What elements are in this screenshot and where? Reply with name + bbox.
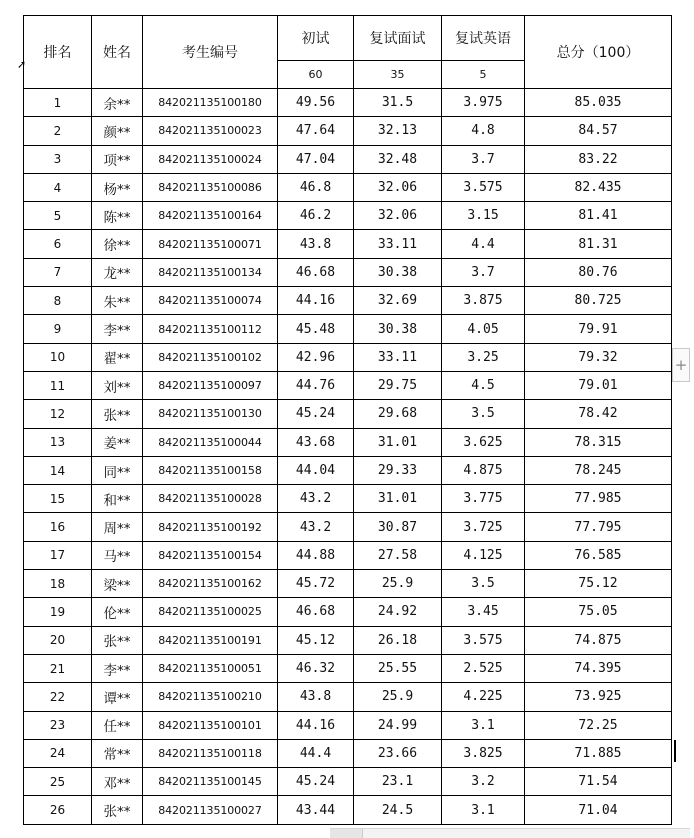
cell-english[interactable]: 3.875	[442, 287, 525, 315]
cell-name[interactable]: 常**	[92, 739, 143, 767]
table-row	[24, 173, 672, 201]
cell-english[interactable]: 3.15	[442, 202, 525, 230]
cell-rank[interactable]: 7	[24, 258, 92, 286]
cell-prelim[interactable]: 46.2	[278, 202, 354, 230]
cell-prelim[interactable]: 44.16	[278, 711, 354, 739]
cell-prelim[interactable]: 43.8	[278, 683, 354, 711]
cell-interview[interactable]: 31.01	[354, 428, 442, 456]
table-row	[24, 117, 672, 145]
table-row	[24, 315, 672, 343]
table-row	[24, 145, 672, 173]
cell-rank[interactable]: 25	[24, 768, 92, 796]
cell-english[interactable]: 4.225	[442, 683, 525, 711]
table-body	[24, 89, 672, 825]
cell-prelim[interactable]: 45.48	[278, 315, 354, 343]
cell-prelim[interactable]: 46.8	[278, 173, 354, 201]
cell-id[interactable]: 842021135100102	[143, 343, 278, 371]
cell-interview[interactable]: 25.9	[354, 683, 442, 711]
cell-interview[interactable]: 33.11	[354, 230, 442, 258]
table-row	[24, 711, 672, 739]
cell-id[interactable]: 842021135100027	[143, 796, 278, 824]
cell-total[interactable]: 78.315	[525, 428, 672, 456]
cell-total[interactable]: 81.31	[525, 230, 672, 258]
cell-id[interactable]: 842021135100158	[143, 456, 278, 484]
cell-rank[interactable]: 11	[24, 371, 92, 399]
cell-name[interactable]: 梁**	[92, 570, 143, 598]
cell-prelim[interactable]: 44.16	[278, 287, 354, 315]
cell-interview[interactable]: 29.75	[354, 371, 442, 399]
cell-rank[interactable]: 26	[24, 796, 92, 824]
cell-total[interactable]: 78.42	[525, 400, 672, 428]
cell-total[interactable]: 77.795	[525, 513, 672, 541]
table-row	[24, 739, 672, 767]
cell-prelim[interactable]: 43.2	[278, 485, 354, 513]
cell-rank[interactable]: 20	[24, 626, 92, 654]
cell-rank[interactable]: 24	[24, 739, 92, 767]
cell-prelim[interactable]: 43.8	[278, 230, 354, 258]
cell-name[interactable]: 徐**	[92, 230, 143, 258]
cell-name[interactable]: 周**	[92, 513, 143, 541]
cell-total[interactable]: 71.04	[525, 796, 672, 824]
cell-name[interactable]: 同**	[92, 456, 143, 484]
cell-name[interactable]: 项**	[92, 145, 143, 173]
cell-name[interactable]: 邓**	[92, 768, 143, 796]
cell-id[interactable]: 842021135100164	[143, 202, 278, 230]
table-row	[24, 371, 672, 399]
cell-english[interactable]: 3.975	[442, 89, 525, 117]
cell-english[interactable]: 2.525	[442, 654, 525, 682]
cell-id[interactable]: 842021135100097	[143, 371, 278, 399]
cell-english[interactable]: 3.1	[442, 711, 525, 739]
cell-rank[interactable]: 19	[24, 598, 92, 626]
cell-interview[interactable]: 24.92	[354, 598, 442, 626]
table-row	[24, 485, 672, 513]
cell-rank[interactable]: 2	[24, 117, 92, 145]
cell-name[interactable]: 刘**	[92, 371, 143, 399]
cell-total[interactable]: 81.41	[525, 202, 672, 230]
table-row	[24, 258, 672, 286]
cell-prelim[interactable]: 46.68	[278, 598, 354, 626]
weight-english: 5	[442, 61, 525, 89]
cell-rank[interactable]: 3	[24, 145, 92, 173]
cell-total[interactable]: 83.22	[525, 145, 672, 173]
cell-english[interactable]: 3.775	[442, 485, 525, 513]
cell-id[interactable]: 842021135100180	[143, 89, 278, 117]
cell-rank[interactable]: 23	[24, 711, 92, 739]
cell-prelim[interactable]: 45.24	[278, 768, 354, 796]
cell-rank[interactable]: 5	[24, 202, 92, 230]
cell-english[interactable]: 3.725	[442, 513, 525, 541]
cell-interview[interactable]: 23.66	[354, 739, 442, 767]
cell-rank[interactable]: 8	[24, 287, 92, 315]
cell-english[interactable]: 3.575	[442, 173, 525, 201]
cell-prelim[interactable]: 44.04	[278, 456, 354, 484]
cell-prelim[interactable]: 47.64	[278, 117, 354, 145]
cell-rank[interactable]: 10	[24, 343, 92, 371]
table-row	[24, 541, 672, 569]
cell-name[interactable]: 李**	[92, 315, 143, 343]
cell-name[interactable]: 颜**	[92, 117, 143, 145]
cell-total[interactable]: 72.25	[525, 711, 672, 739]
cell-total[interactable]: 80.76	[525, 258, 672, 286]
cell-prelim[interactable]: 45.12	[278, 626, 354, 654]
table-row	[24, 456, 672, 484]
cell-english[interactable]: 3.5	[442, 400, 525, 428]
header-prelim: 初试	[278, 16, 354, 61]
cell-english[interactable]: 4.125	[442, 541, 525, 569]
cell-id[interactable]: 842021135100101	[143, 711, 278, 739]
cell-name[interactable]: 张**	[92, 400, 143, 428]
cell-name[interactable]: 余**	[92, 89, 143, 117]
cell-english[interactable]: 3.7	[442, 145, 525, 173]
cell-interview[interactable]: 30.38	[354, 315, 442, 343]
cell-interview[interactable]: 32.48	[354, 145, 442, 173]
cell-total[interactable]: 79.91	[525, 315, 672, 343]
cell-interview[interactable]: 33.11	[354, 343, 442, 371]
table-row	[24, 683, 672, 711]
cell-total[interactable]: 74.875	[525, 626, 672, 654]
cell-prelim[interactable]: 49.56	[278, 89, 354, 117]
cell-interview[interactable]: 27.58	[354, 541, 442, 569]
cell-id[interactable]: 842021135100023	[143, 117, 278, 145]
cell-id[interactable]: 842021135100130	[143, 400, 278, 428]
cell-english[interactable]: 4.05	[442, 315, 525, 343]
header-english: 复试英语	[442, 16, 525, 61]
cell-rank[interactable]: 14	[24, 456, 92, 484]
cell-id[interactable]: 842021135100044	[143, 428, 278, 456]
cell-rank[interactable]: 9	[24, 315, 92, 343]
cell-english[interactable]: 3.45	[442, 598, 525, 626]
cell-interview[interactable]: 31.01	[354, 485, 442, 513]
cell-id[interactable]: 842021135100071	[143, 230, 278, 258]
cell-name[interactable]: 马**	[92, 541, 143, 569]
header-rank: 排名	[24, 16, 92, 89]
cell-interview[interactable]: 32.69	[354, 287, 442, 315]
cell-interview[interactable]: 30.87	[354, 513, 442, 541]
cell-rank[interactable]: 16	[24, 513, 92, 541]
cell-name[interactable]: 任**	[92, 711, 143, 739]
table-row	[24, 202, 672, 230]
cell-name[interactable]: 和**	[92, 485, 143, 513]
add-column-button[interactable]: +	[672, 348, 690, 382]
cell-prelim[interactable]: 44.4	[278, 739, 354, 767]
header-id: 考生编号	[143, 16, 278, 89]
cell-rank[interactable]: 12	[24, 400, 92, 428]
table-row	[24, 89, 672, 117]
table-row	[24, 570, 672, 598]
header-name: 姓名	[92, 16, 143, 89]
cell-id[interactable]: 842021135100025	[143, 598, 278, 626]
cell-id[interactable]: 842021135100086	[143, 173, 278, 201]
cell-prelim[interactable]: 42.96	[278, 343, 354, 371]
text-cursor	[674, 740, 676, 762]
cell-id[interactable]: 842021135100028	[143, 485, 278, 513]
table-row	[24, 654, 672, 682]
cell-total[interactable]: 76.585	[525, 541, 672, 569]
cell-rank[interactable]: 4	[24, 173, 92, 201]
cell-name[interactable]: 杨**	[92, 173, 143, 201]
cell-rank[interactable]: 21	[24, 654, 92, 682]
cell-id[interactable]: 842021135100112	[143, 315, 278, 343]
table-move-handle-icon[interactable]: ➚	[17, 58, 27, 71]
cell-english[interactable]: 3.625	[442, 428, 525, 456]
cell-name[interactable]: 谭**	[92, 683, 143, 711]
cell-id[interactable]: 842021135100134	[143, 258, 278, 286]
table-row	[24, 626, 672, 654]
table-row	[24, 796, 672, 824]
cell-id[interactable]: 842021135100051	[143, 654, 278, 682]
cell-interview[interactable]: 26.18	[354, 626, 442, 654]
header-total: 总分（100）	[525, 16, 672, 89]
cell-name[interactable]: 龙**	[92, 258, 143, 286]
cell-rank[interactable]: 15	[24, 485, 92, 513]
cell-rank[interactable]: 22	[24, 683, 92, 711]
cell-id[interactable]: 842021135100191	[143, 626, 278, 654]
table-header	[24, 16, 672, 89]
cell-rank[interactable]: 1	[24, 89, 92, 117]
cell-interview[interactable]: 25.55	[354, 654, 442, 682]
table-row	[24, 287, 672, 315]
cell-rank[interactable]: 18	[24, 570, 92, 598]
cell-prelim[interactable]: 46.32	[278, 654, 354, 682]
cell-name[interactable]: 姜**	[92, 428, 143, 456]
cell-id[interactable]: 842021135100162	[143, 570, 278, 598]
cell-interview[interactable]: 24.5	[354, 796, 442, 824]
cell-prelim[interactable]: 46.68	[278, 258, 354, 286]
weight-interview: 35	[354, 61, 442, 89]
cell-prelim[interactable]: 44.88	[278, 541, 354, 569]
weight-prelim: 60	[278, 61, 354, 89]
table-row	[24, 400, 672, 428]
cell-id[interactable]: 842021135100024	[143, 145, 278, 173]
cell-total[interactable]: 80.725	[525, 287, 672, 315]
table-row	[24, 343, 672, 371]
cell-prelim[interactable]: 43.2	[278, 513, 354, 541]
cell-interview[interactable]: 23.1	[354, 768, 442, 796]
cell-interview[interactable]: 32.06	[354, 173, 442, 201]
cell-interview[interactable]: 29.33	[354, 456, 442, 484]
cell-rank[interactable]: 6	[24, 230, 92, 258]
cell-total[interactable]: 71.885	[525, 739, 672, 767]
cell-interview[interactable]: 24.99	[354, 711, 442, 739]
cell-total[interactable]: 79.01	[525, 371, 672, 399]
cell-english[interactable]: 3.25	[442, 343, 525, 371]
header-interview: 复试面试	[354, 16, 442, 61]
cell-name[interactable]: 伦**	[92, 598, 143, 626]
cell-total[interactable]: 79.32	[525, 343, 672, 371]
cell-total[interactable]: 82.435	[525, 173, 672, 201]
cell-id[interactable]: 842021135100192	[143, 513, 278, 541]
cell-english[interactable]: 3.825	[442, 739, 525, 767]
table-row	[24, 598, 672, 626]
cell-name[interactable]: 张**	[92, 796, 143, 824]
cell-total[interactable]: 77.985	[525, 485, 672, 513]
cell-total[interactable]: 74.395	[525, 654, 672, 682]
cell-id[interactable]: 842021135100145	[143, 768, 278, 796]
cell-interview[interactable]: 32.13	[354, 117, 442, 145]
cell-prelim[interactable]: 47.04	[278, 145, 354, 173]
cell-interview[interactable]: 29.68	[354, 400, 442, 428]
cell-name[interactable]: 张**	[92, 626, 143, 654]
table-row	[24, 513, 672, 541]
cell-english[interactable]: 4.8	[442, 117, 525, 145]
table-row	[24, 230, 672, 258]
cell-english[interactable]: 4.4	[442, 230, 525, 258]
cell-total[interactable]: 85.035	[525, 89, 672, 117]
cell-id[interactable]: 842021135100074	[143, 287, 278, 315]
cell-rank[interactable]: 17	[24, 541, 92, 569]
cell-id[interactable]: 842021135100210	[143, 683, 278, 711]
cell-prelim[interactable]: 45.72	[278, 570, 354, 598]
cell-total[interactable]: 75.05	[525, 598, 672, 626]
cell-prelim[interactable]: 43.44	[278, 796, 354, 824]
cell-name[interactable]: 陈**	[92, 202, 143, 230]
cell-english[interactable]: 3.575	[442, 626, 525, 654]
cell-total[interactable]: 71.54	[525, 768, 672, 796]
table-row	[24, 768, 672, 796]
cell-english[interactable]: 3.5	[442, 570, 525, 598]
cell-english[interactable]: 3.2	[442, 768, 525, 796]
cell-rank[interactable]: 13	[24, 428, 92, 456]
cell-total[interactable]: 75.12	[525, 570, 672, 598]
cell-interview[interactable]: 25.9	[354, 570, 442, 598]
cell-english[interactable]: 3.1	[442, 796, 525, 824]
cell-total[interactable]: 84.57	[525, 117, 672, 145]
cell-name[interactable]: 翟**	[92, 343, 143, 371]
cell-total[interactable]: 73.925	[525, 683, 672, 711]
cell-english[interactable]: 4.5	[442, 371, 525, 399]
cell-id[interactable]: 842021135100154	[143, 541, 278, 569]
cell-name[interactable]: 李**	[92, 654, 143, 682]
cell-english[interactable]: 3.7	[442, 258, 525, 286]
cell-interview[interactable]: 30.38	[354, 258, 442, 286]
cell-name[interactable]: 朱**	[92, 287, 143, 315]
table-row	[24, 428, 672, 456]
cell-id[interactable]: 842021135100118	[143, 739, 278, 767]
cell-prelim[interactable]: 43.68	[278, 428, 354, 456]
score-table	[23, 15, 672, 825]
cell-interview[interactable]: 31.5	[354, 89, 442, 117]
cell-prelim[interactable]: 44.76	[278, 371, 354, 399]
cell-english[interactable]: 4.875	[442, 456, 525, 484]
cell-total[interactable]: 78.245	[525, 456, 672, 484]
cell-prelim[interactable]: 45.24	[278, 400, 354, 428]
cell-interview[interactable]: 32.06	[354, 202, 442, 230]
